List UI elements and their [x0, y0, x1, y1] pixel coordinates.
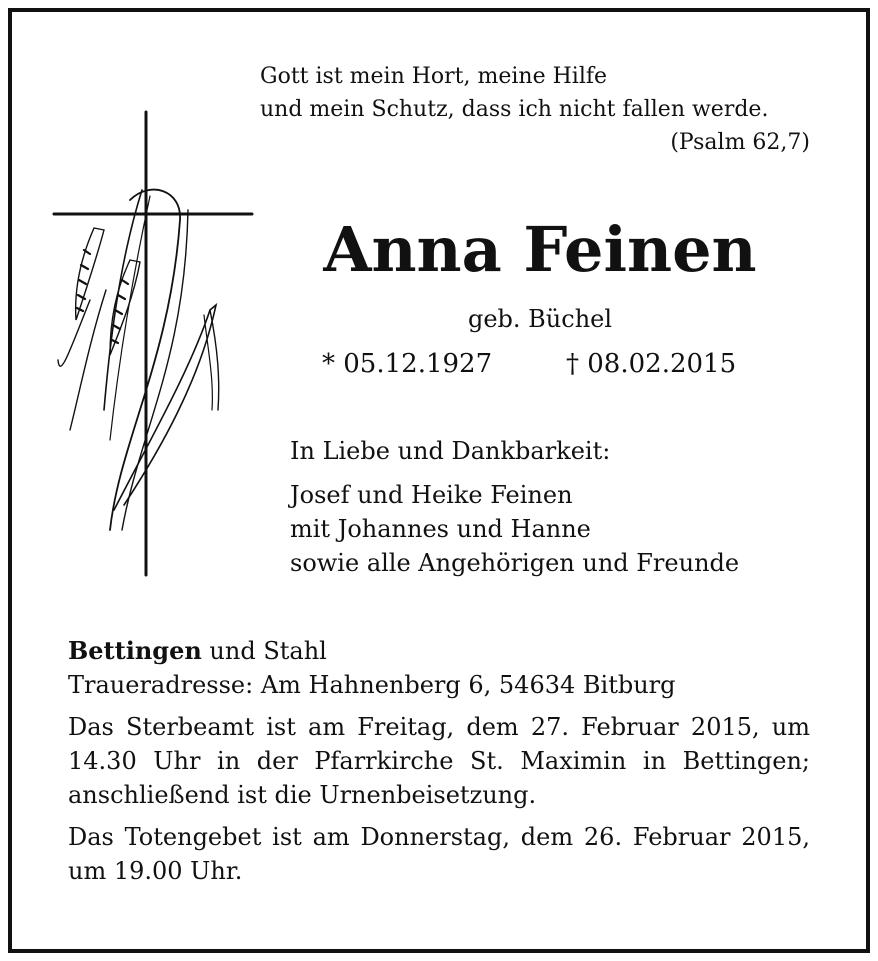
psalm-reference: (Psalm 62,7): [670, 130, 810, 155]
place-rest: und Stahl: [201, 637, 327, 665]
psalm-line-1: Gott ist mein Hort, meine Hilfe: [260, 64, 608, 89]
mourner-line: sowie alle Angehörigen und Freunde: [290, 549, 740, 577]
psalm-verse: [260, 60, 810, 159]
mourner-line: mit Johannes und Hanne: [290, 515, 591, 543]
death-date: † 08.02.2015: [566, 349, 737, 379]
psalm-line-2: und mein Schutz, dass ich nicht fallen werde.: [260, 97, 769, 122]
mourning-address: Traueradresse: Am Hahnenberg 6, 54634 Bitburg: [68, 671, 676, 699]
birth-name: geb. Büchel: [467, 305, 613, 333]
deceased-name: Anna Feinen: [323, 213, 757, 286]
funeral-mass-text: Das Sterbeamt ist am Freitag, dem 27. Februar 2015, um 14.30 Uhr in der Pfarrkirche St. Maximin in Bettingen; anschließend ist die Urnenbeisetzung.: [68, 713, 810, 809]
service-details: [68, 634, 810, 888]
place-name: Bettingen: [68, 636, 202, 665]
mourners-block: [290, 434, 810, 580]
prayer-text: Das Totengebet ist am Donnerstag, dem 26. Februar 2015, um 19.00 Uhr.: [68, 823, 810, 885]
birth-date: * 05.12.1927: [322, 349, 493, 379]
mourner-line: Josef und Heike Feinen: [290, 481, 573, 509]
mourners-intro: In Liebe und Dankbarkeit:: [290, 437, 611, 465]
place-line: [68, 634, 810, 668]
cross-with-wheat-icon: [50, 110, 260, 580]
